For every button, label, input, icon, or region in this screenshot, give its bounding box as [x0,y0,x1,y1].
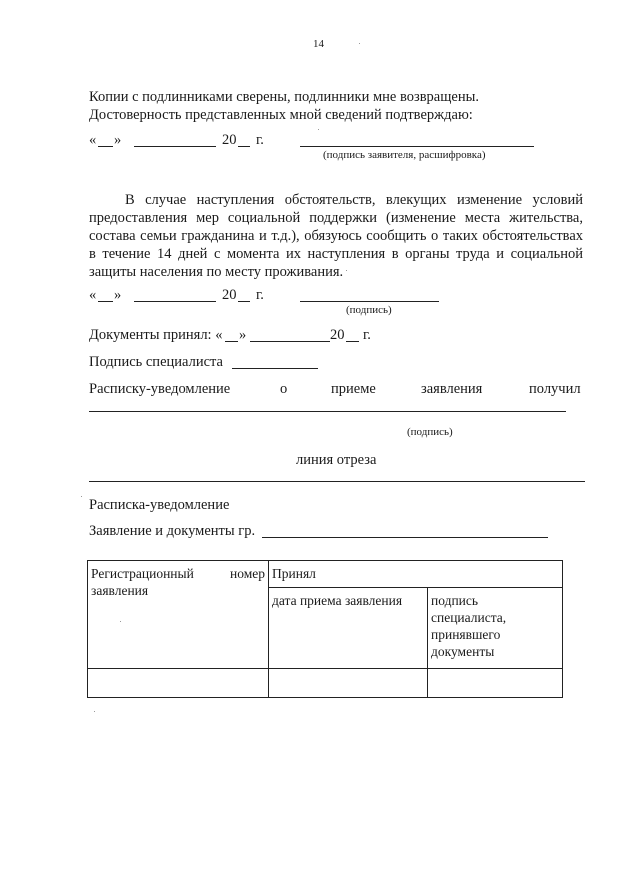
quote-close: » [239,327,247,343]
signature-column-label: подпись специалиста, принявшего документы [431,593,507,659]
application-from-label: Заявление и документы гр. [89,523,256,539]
cut-line-label: линия отреза [296,452,377,468]
year-blank [346,341,359,342]
date-value-cell[interactable] [269,669,428,698]
applicant-name-line [262,537,548,538]
receipt-title: Расписка-уведомление [89,497,230,513]
signature-caption: (подпись) [346,304,392,316]
confirm-line: Достоверность представленных мной сведений подтверждаю: [89,107,473,123]
accepted-header: Принял [269,561,563,588]
month-blank [134,146,216,147]
signature-column-header [428,588,563,669]
scan-speck [346,270,347,271]
quote-close: » [114,287,122,303]
month-blank [250,341,330,342]
scan-speck [359,43,360,44]
scan-speck [81,496,82,497]
reg-number-label: номер [229,566,265,581]
obligation-paragraph: В случае наступления обстоятельств, влекущих изменение условий предоставления мер социальной поддержки (изменение места жительства, состава семьи гражданина и т.д.), обязуюсь сообщить о таких обстоятельствах в течение 14 дней с момента их наступления в органы труда и социальной защиты населения по месту проживания. [89,192,583,280]
month-blank [134,301,216,302]
documents-accepted-label: Документы принял: « [89,327,223,343]
year-blank [238,146,250,147]
year-suffix: г. [256,287,264,303]
copies-verified-line: Копии с подлинниками сверены, подлинники мне возвращены. [89,89,479,105]
quote-open: « [89,132,97,148]
day-blank [98,146,113,147]
reg-number-label: заявления [91,583,149,598]
reg-number-cell [88,561,269,669]
applicant-signature-line [300,146,534,147]
day-blank [225,341,238,342]
receipt-word: приеме [331,381,376,397]
receipt-word: о [280,381,288,397]
date-column-header: дата приема заявления [269,588,428,669]
receipt-word: получил [529,381,581,397]
year-prefix: 20 [330,327,345,343]
year-prefix: 20 [222,132,237,148]
registration-table [87,560,563,698]
day-blank [98,301,113,302]
specialist-signature-line [232,368,318,369]
quote-open: « [89,287,97,303]
page-number: 14 [313,38,324,50]
year-prefix: 20 [222,287,237,303]
year-suffix: г. [256,132,264,148]
scan-speck [94,711,95,712]
receipt-word: Расписку-уведомление [89,381,231,397]
signature-value-cell[interactable] [428,669,563,698]
signature-caption: (подпись) [407,426,453,438]
receipt-received-blank [89,411,566,412]
cut-line [89,481,585,482]
scan-speck [318,129,319,130]
receipt-word: заявления [421,381,483,397]
year-blank [238,301,250,302]
specialist-signature-label: Подпись специалиста [89,354,223,370]
reg-number-value-cell[interactable] [88,669,269,698]
signature-line [300,301,439,302]
quote-close: » [114,132,122,148]
year-suffix: г. [363,327,371,343]
scan-speck [120,621,121,622]
signature-caption-applicant: (подпись заявителя, расшифровка) [323,149,486,161]
reg-number-label: Регистрационный [91,566,194,581]
